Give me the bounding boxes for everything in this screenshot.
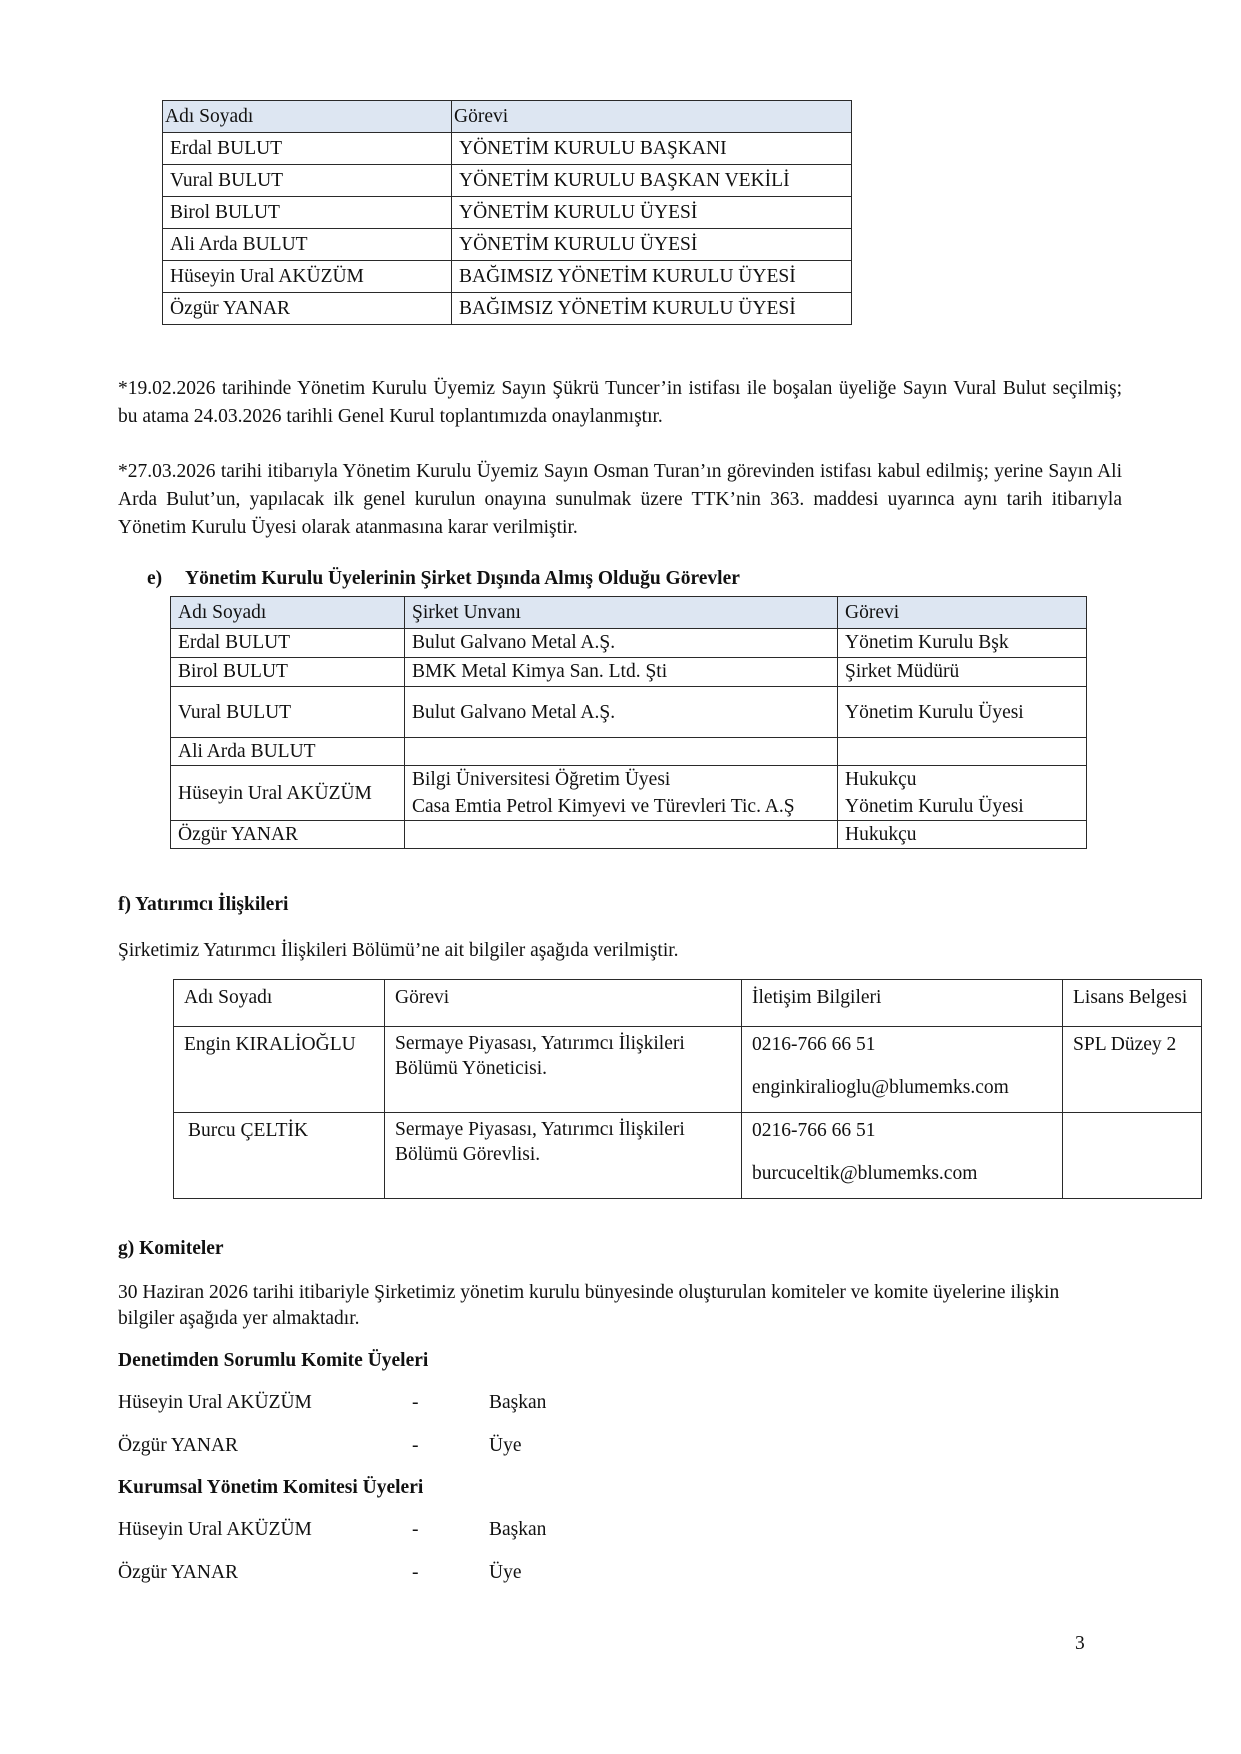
board-name: Vural BULUT [163, 165, 452, 197]
member-name: Hüseyin Ural AKÜZÜM [118, 1392, 312, 1413]
table-row [171, 687, 1087, 738]
duties-role-line: Yönetim Kurulu Üyesi [845, 796, 1024, 817]
ir-header-license: Lisans Belgesi [1063, 980, 1202, 1027]
duties-name: Birol BULUT [171, 658, 405, 687]
page-number: 3 [1075, 1633, 1085, 1654]
table-row [163, 165, 852, 197]
committee-member [118, 1435, 718, 1461]
duties-name: Ali Arda BULUT [171, 738, 405, 766]
section-f-intro: Şirketimiz Yatırımcı İlişkileri Bölümü’ne ait bilgiler aşağıda verilmiştir. [118, 940, 679, 961]
duties-header-company: Şirket Unvanı [405, 597, 838, 629]
member-dash: - [412, 1435, 419, 1456]
ir-role-line: Sermaye Piyasası, Yatırımcı İlişkileri [395, 1119, 685, 1140]
committee-member [118, 1519, 718, 1545]
ir-name: Burcu ÇELTİK [174, 1113, 385, 1199]
table-row [171, 738, 1087, 766]
board-name: Birol BULUT [163, 197, 452, 229]
member-name: Özgür YANAR [118, 1562, 239, 1583]
duties-role [838, 766, 1087, 821]
member-dash: - [412, 1392, 419, 1413]
member-role: Üye [489, 1562, 522, 1583]
committee-member [118, 1392, 718, 1418]
ir-contact [742, 1113, 1063, 1199]
ir-role [385, 1113, 742, 1199]
member-name: Hüseyin Ural AKÜZÜM [118, 1519, 312, 1540]
table-row [163, 133, 852, 165]
duties-role-line: Hukukçu [845, 769, 917, 790]
ir-role-line: Bölümü Yöneticisi. [395, 1058, 548, 1079]
committee-title: Kurumsal Yönetim Komitesi Üyeleri [118, 1477, 424, 1498]
ir-header-contact: İletişim Bilgileri [742, 980, 1063, 1027]
section-g-intro: 30 Haziran 2026 tarihi itibariyle Şirketimiz yönetim kurulu bünyesinde oluşturulan komiteler ve komite üyelerine ilişkin bilgiler aşağıda yer almaktadır. [118, 1282, 1060, 1329]
board-header-name: Adı Soyadı [163, 101, 452, 133]
duties-name: Özgür YANAR [171, 821, 405, 849]
board-role: YÖNETİM KURULU BAŞKAN VEKİLİ [452, 165, 852, 197]
duties-company-line: Bilgi Üniversitesi Öğretim Üyesi [412, 769, 671, 790]
duties-name: Erdal BULUT [171, 629, 405, 658]
section-e-marker: e) [147, 568, 163, 589]
board-role: BAĞIMSIZ YÖNETİM KURULU ÜYESİ [452, 261, 852, 293]
section-e-heading [147, 568, 740, 590]
table-row [163, 261, 852, 293]
duties-role: Yönetim Kurulu Bşk [838, 629, 1087, 658]
ir-license: SPL Düzey 2 [1063, 1027, 1202, 1113]
ir-header-name: Adı Soyadı [174, 980, 385, 1027]
board-name: Hüseyin Ural AKÜZÜM [163, 261, 452, 293]
duties-company: Bulut Galvano Metal A.Ş. [405, 629, 838, 658]
duties-company: BMK Metal Kimya San. Ltd. Şti [405, 658, 838, 687]
table-row [163, 229, 852, 261]
board-table [162, 100, 852, 325]
member-role: Üye [489, 1435, 522, 1456]
ir-role [385, 1027, 742, 1113]
board-name: Ali Arda BULUT [163, 229, 452, 261]
duties-company [405, 738, 838, 766]
ir-phone: 0216-766 66 51 [752, 1120, 876, 1141]
table-row [171, 766, 1087, 821]
board-role: YÖNETİM KURULU ÜYESİ [452, 197, 852, 229]
table-row [163, 293, 852, 325]
duties-header-name: Adı Soyadı [171, 597, 405, 629]
ir-role-line: Sermaye Piyasası, Yatırımcı İlişkileri [395, 1033, 685, 1054]
duties-company [405, 766, 838, 821]
duties-role: Şirket Müdürü [838, 658, 1087, 687]
table-row [163, 197, 852, 229]
board-role: YÖNETİM KURULU BAŞKANI [452, 133, 852, 165]
board-name: Erdal BULUT [163, 133, 452, 165]
table-row [171, 821, 1087, 849]
section-e-title: Yönetim Kurulu Üyelerinin Şirket Dışında Almış Olduğu Görevler [185, 568, 740, 589]
member-dash: - [412, 1562, 419, 1583]
committee-title: Denetimden Sorumlu Komite Üyeleri [118, 1350, 429, 1371]
table-row [174, 1027, 1202, 1113]
board-role: BAĞIMSIZ YÖNETİM KURULU ÜYESİ [452, 293, 852, 325]
board-header-role: Görevi [452, 101, 852, 133]
board-role: YÖNETİM KURULU ÜYESİ [452, 229, 852, 261]
table-row [171, 629, 1087, 658]
ir-role-line: Bölümü Görevlisi. [395, 1144, 541, 1165]
committee-member [118, 1562, 718, 1588]
member-role: Başkan [489, 1519, 547, 1540]
duties-header-role: Görevi [838, 597, 1087, 629]
ir-name: Engin KIRALİOĞLU [174, 1027, 385, 1113]
ir-email: enginkiralioglu@blumemks.com [752, 1077, 1009, 1098]
duties-company [405, 821, 838, 849]
duties-company-line: Casa Emtia Petrol Kimyevi ve Türevleri Tic. A.Ş [412, 796, 795, 817]
note-paragraph-1: *19.02.2026 tarihinde Yönetim Kurulu Üyemiz Sayın Şükrü Tuncer’in istifası ile boşalan üyeliğe Sayın Vural Bulut seçilmiş; bu atama 24.03.2026 tarihli Genel Kurul toplantımızda onaylanmıştır. [118, 378, 1122, 427]
note-paragraph-2: *27.03.2026 tarihi itibarıyla Yönetim Kurulu Üyemiz Sayın Osman Turan’ın görevinden istifası kabul edilmiş; yerine Sayın Ali Arda Bulut’un, yapılacak ilk genel kurulun onayına sunulmak üzere TTK’nin 363. maddesi uyarınca aynı tarih itibarıyla Yönetim Kurulu Üyesi olarak atanmasına karar verilmiştir. [118, 461, 1122, 538]
duties-name: Hüseyin Ural AKÜZÜM [171, 766, 405, 821]
ir-phone: 0216-766 66 51 [752, 1034, 876, 1055]
table-row [174, 1113, 1202, 1199]
member-role: Başkan [489, 1392, 547, 1413]
duties-role: Hukukçu [838, 821, 1087, 849]
duties-role: Yönetim Kurulu Üyesi [838, 687, 1087, 738]
ir-email: burcuceltik@blumemks.com [752, 1163, 978, 1184]
board-name: Özgür YANAR [163, 293, 452, 325]
external-duties-table [170, 596, 1087, 849]
ir-license [1063, 1113, 1202, 1199]
member-name: Özgür YANAR [118, 1435, 239, 1456]
ir-header-role: Görevi [385, 980, 742, 1027]
duties-company: Bulut Galvano Metal A.Ş. [405, 687, 838, 738]
ir-contact [742, 1027, 1063, 1113]
duties-name: Vural BULUT [171, 687, 405, 738]
investor-relations-table [173, 979, 1202, 1199]
section-f-heading: f) Yatırımcı İlişkileri [118, 894, 289, 915]
table-row [171, 658, 1087, 687]
duties-role [838, 738, 1087, 766]
member-dash: - [412, 1519, 419, 1540]
section-g-heading: g) Komiteler [118, 1238, 224, 1259]
